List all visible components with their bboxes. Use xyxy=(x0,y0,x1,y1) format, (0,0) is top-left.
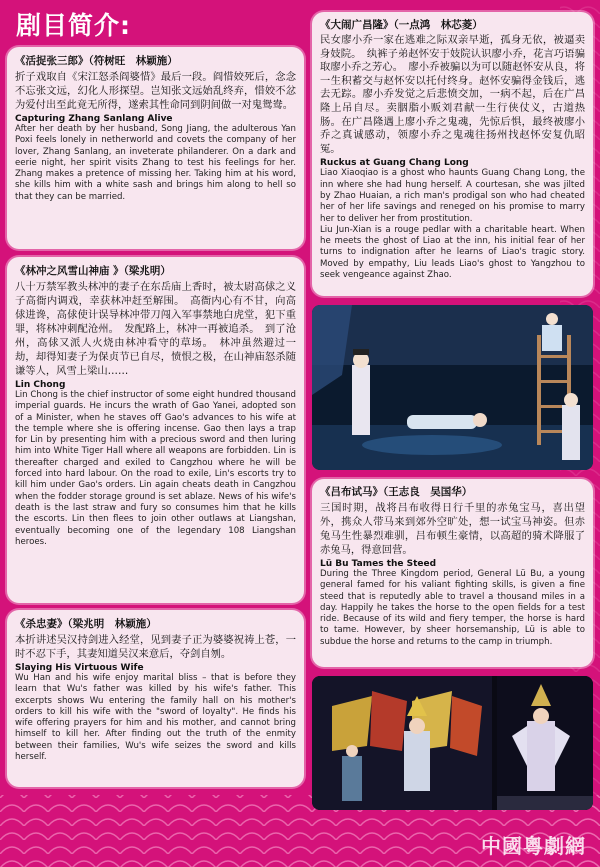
section-chinese-text: 三国时期，战将吕布收得日行千里的赤兔宝马，喜出望外，携众人带马来到郊外空旷处，想一试宝马神姿。但赤兔马生性暴烈难驯，吕布顿生豪情，以高超的骑术降服了赤兔马，得意回营。 xyxy=(320,502,585,556)
section-english-title: Lü Bu Tames the Steed xyxy=(320,559,437,569)
section-title: 《活捉张三郎》（符树旺 林颖施） xyxy=(15,55,178,67)
section-ruckus-guang-chang-long xyxy=(312,12,593,296)
section-english-title: Ruckus at Guang Chang Long xyxy=(320,158,469,169)
stage-photo-lu-bu-scene xyxy=(312,676,593,810)
section-english-title: Slaying His Virtuous Wife xyxy=(15,663,144,673)
section-english-text: Lin Chong is the chief instructor of some eight hundred thousand imperial guards. He incurs the wrath of Gao Yanei, adopted son of a Minister, when he staves off Gao's advances to his wife at the temple where she is offering incense. Gao then lays a trap for Lin by presenting him with a precious sword and then luring him into White Tiger Hall where all weapons are forbidden. Lin is thereafter charged and exiled to Cangzhou where he will be forced into hard labour. On the road to exile, Lin's escorts try to kill him under Gao's orders. Lin again cheats death in Cangzhou when the fodder storage ground is set ablaze. News of his wife's death is the last straw and fury so consumes him that he kills the escorts. Lin then flees to join other outlaws at Liangshan, eventually becoming one of the legendary 108 Liangshan heroes. xyxy=(15,390,296,547)
section-english-text: During the Three Kingdom period, General Lü Bu, a young general famed for his valiant fighting skills, is given a fine steed that is reputedly able to travel a thousand miles in a day. Happily he takes the horse to the open fields for a test ride. Because of its wild and fiery temper, the horse is hard to tame. However, by sheer horsemanship, Lü is able to subdue the horse and returns to the camp in triumph. xyxy=(320,569,585,647)
section-english-text: After her death by her husband, Song Jiang, the adulterous Yan Poxi feels lonely in netherworld and covets the company of her lover, Zhang Sanlang, an inveterate philanderer. On a dark and eerie night, her spirit visits Zhang to test his feelings for her. Zhang makes a pretence of missing her. Taking him at his word, she kills him with a white sash and brings him along to hell so that they can be married. xyxy=(15,124,296,202)
section-title: 《林冲之风雪山神庙 》（梁兆明） xyxy=(15,265,171,277)
section-english-title: Capturing Zhang Sanlang Alive xyxy=(15,114,173,124)
page-title: 剧目简介: xyxy=(16,11,131,40)
section-title: 《大闹广昌隆》（一点鸿 林芯菱） xyxy=(320,19,483,31)
section-slaying-virtuous-wife xyxy=(7,610,304,787)
section-english-text-2: Liu Jun-Xian is a rouge pedlar with a charitable heart. When he meets the ghost of Liao at the inn, his initial fear of her turns to indignation after he learns of Liao's tragic story. Moved by empathy, Liu leads Liao's ghost to Yangzhou to seek vengeance against Zhao. xyxy=(320,224,585,281)
section-capturing-zhang-sanlang xyxy=(7,47,304,249)
section-chinese-text: 折子戏取自《宋江怒杀阎婆惜》最后一段。阎惜姣死后，念念不忘张文远，幻化人形探望。岂知张文远始乱终弃，惜姣不忿为爱付出至此竟无所得，遂索其性命同到阴间做一对鬼鸳鸯。 xyxy=(15,71,296,111)
section-chinese-text: 本折讲述吴汉持剑进入经堂，见到妻子正为婆婆祝祷上苍，一时不忍下手，其妻知道吴汉来意后，夺剑自刎。 xyxy=(15,634,296,660)
section-english-title: Lin Chong xyxy=(15,380,66,390)
stage-photo-image xyxy=(312,305,593,470)
section-english-text: Wu Han and his wife enjoy marital bliss – that is before they learn that Wu's father was killed by his wife's father. This excerpts shows Wu entering the family hall on his mother's orders to kill his wife with the "sword of loyalty". He finds his wife offering prayers for him and his mother, and cannot bring himself to kill her. After finding out the truth of the enmity between their families, Wu's wife seizes the sword and kills herself. xyxy=(15,673,296,763)
section-lin-chong xyxy=(7,257,304,603)
section-title: 《吕布试马》（王志良 吴国华） xyxy=(320,486,473,498)
watermark-logo: 中國粵劇網 xyxy=(481,834,586,858)
section-title: 《杀忠妻》（梁兆明 林颖施） xyxy=(15,618,157,630)
stage-photo-image xyxy=(312,676,593,810)
section-chinese-text: 民女廖小乔一家在逃难之际双亲早逝，孤身无依，被逼卖身妓院。 纨裤子弟赵怀安于妓院认识廖小乔，花言巧语骗取廖小乔之芳心。 廖小乔被骗以为可以随赵怀安从良，将一生积蓄交与赵怀安以托付终身。赵怀安骗得金钱后，逃去无踪。廖小乔发觉之后悲愤交加，一病不起，后在广昌隆上吊自尽。卖胭脂小贩刘君献一生行侠仗义，古道热肠。在广昌隆遇上廖小乔之鬼魂，先惊后惧，最终被廖小乔之真诚感动，领廖小乔之鬼魂往扬州找赵怀安复仇昭冤。 xyxy=(320,34,585,155)
section-chinese-text: 八十万禁军教头林冲的妻子在东岳庙上香时，被太尉高俅之义子高衙内调戏，幸获林冲赶至解围。 高衙内心有不甘，向高俅进谗，高俅使计误导林冲带刀闯入军事禁地白虎堂，犯下重罪，将林冲刺配沧州。 发配路上，林冲一再被追杀。 到了沧州，高俅又派人火烧由林冲看守的草场。 林冲虽然避过一劫，却得知妻子为保贞节已自尽，愤恨之极，在山神庙怒杀随谦等人，风雪上梁山…… xyxy=(15,281,296,377)
section-lu-bu-tames-steed xyxy=(312,479,593,667)
section-english-text: Liao Xiaoqiao is a ghost who haunts Guang Chang Long, the inn where she had hung herself. A courtesan, she was jilted by Zhao Huaian, a rich man's prodigal son who had cheated her of her life savings and reneged on his promise to marry her to deliver her from prostitution. xyxy=(320,168,585,224)
stage-photo-ghost-scene xyxy=(312,305,593,470)
